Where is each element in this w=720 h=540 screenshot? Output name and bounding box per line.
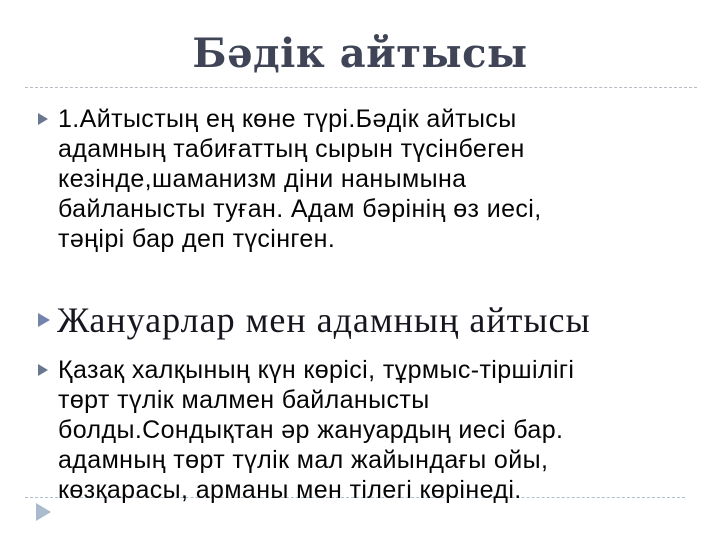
title-divider [25,87,697,88]
text-line: тәңірі бар деп түсінген. [58,225,336,253]
footer-triangle-icon [36,503,51,521]
text-line: байланысты туған. Адам бәрінің өз иесі, [58,195,542,223]
text-line: төрт түлік малмен байланысты [58,386,430,414]
bullet-triangle-icon [38,113,48,125]
bullet-item-2 [38,298,688,342]
text-line: Қазақ халқының күн көрісі, тұрмыс-тіршілігі [58,356,575,384]
text-line: кезінде,шаманизм діни нанымына [58,165,467,193]
bullet-text [38,355,688,505]
bullet-triangle-icon [38,364,48,376]
text-line: болды.Сондықтан әр жануардың иесі бар. [58,416,564,444]
bullet-text [38,104,688,254]
bullet-item-1 [38,104,688,254]
text-line: көзқарасы, арманы мен тілегі көрінеді. [58,476,522,504]
slide-title: Бәдік айтысы [192,30,528,77]
bullet-triangle-icon [38,313,50,327]
bullet-item-3 [38,355,688,505]
text-line: 1.Айтыстың ең көне түрі.Бәдік айтысы [58,105,517,133]
subheading: Жануарлар мен адамның айтысы [57,300,591,340]
text-line: адамның төрт түлік мал жайындағы ойы, [58,446,549,474]
text-line: адамның табиғаттың сырын түсінбеген [58,135,525,163]
